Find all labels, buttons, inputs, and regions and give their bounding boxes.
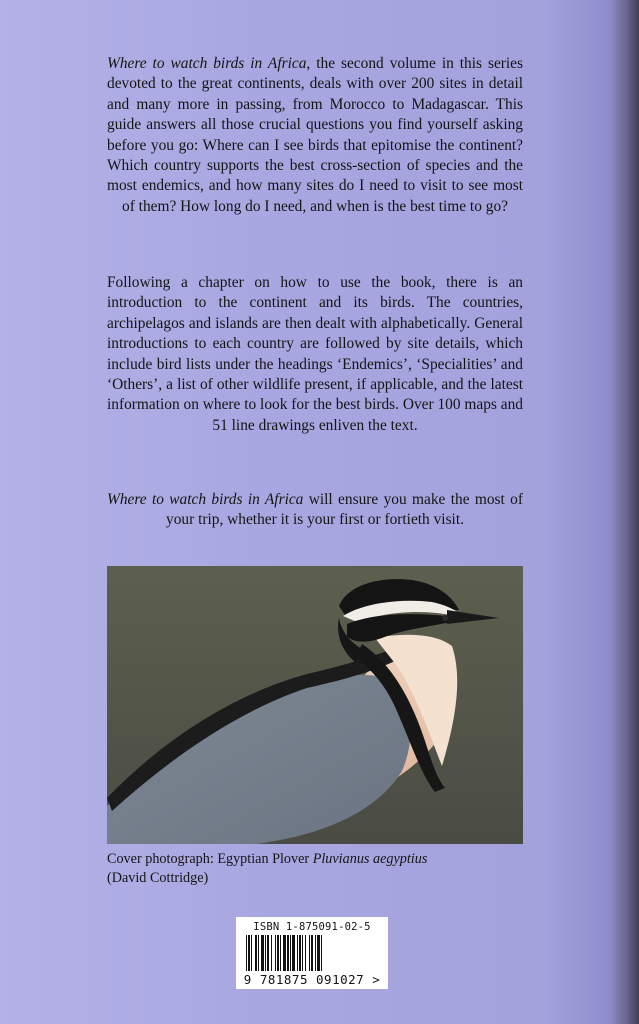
barcode-bar	[317, 935, 320, 971]
barcode-bar	[297, 935, 298, 971]
barcode-bar	[299, 935, 301, 971]
barcode-bar	[258, 935, 259, 971]
barcode-bar	[246, 935, 247, 971]
barcode-bar	[309, 935, 310, 971]
isbn-barcode	[236, 917, 388, 989]
barcode-bar	[321, 935, 322, 971]
book-title-italic: Where to watch birds in Africa	[107, 491, 304, 508]
blurb-paragraph-1-text: , the second volume in this series devoted to the great continents, deals with over 200 sites in detail and many more in passing, from Morocco to Madagascar. This guide answers all those crucial questions you find yourself asking before you go: Where can I see birds that epitomise the continent? Which country supports the best cross-section of species and the most endemics, and how many sites do I need to visit to see most of them? How long do I need, and when is the best time to go?	[107, 55, 524, 215]
caption-prefix: Cover photograph: Egyptian Plover	[107, 851, 313, 867]
book-title-italic: Where to watch birds in Africa	[107, 55, 307, 72]
barcode-bar	[271, 935, 272, 971]
egyptian-plover-illustration	[107, 566, 523, 844]
caption-species: Pluvianus aegyptius	[312, 851, 428, 867]
blurb-paragraph-2: Following a chapter on how to use the book, there is an introduction to the continent and its birds. The countries, archipelagos and islands are then dealt with alphabetically. General introductions to each country are followed by site details, which include bird lists under the headings ‘Endemics’, ‘Specialities’ and ‘Others’, a list of other wildlife present, if applicable, and the latest information on where to look for the best birds. Over 100 maps and 51 line drawings enliven the text.	[107, 274, 523, 434]
barcode-bar	[265, 935, 266, 971]
barcode-bars	[242, 935, 382, 971]
blurb-paragraph-3-text: will ensure you make the most of your trip, whether it is your first or fortieth visit.	[166, 491, 524, 529]
barcode-bar	[248, 935, 250, 971]
blurb-paragraph-3	[107, 490, 523, 531]
barcode-bar	[292, 935, 295, 971]
barcode-bar	[290, 935, 291, 971]
photo-caption	[107, 850, 527, 887]
barcode-digits: 9 781875 091027 >	[243, 972, 381, 987]
barcode-bar	[251, 935, 252, 971]
barcode-bar	[275, 935, 276, 971]
barcode-bar	[267, 935, 269, 971]
barcode-bar	[311, 935, 313, 971]
blurb-paragraph-1	[107, 54, 523, 217]
spine-shadow	[611, 0, 639, 1024]
isbn-number: ISBN 1-875091-02-5	[253, 921, 371, 933]
barcode-bar	[302, 935, 303, 971]
barcode-bar	[255, 935, 257, 971]
barcode-bar	[277, 935, 279, 971]
caption-credit: (David Cottridge)	[107, 869, 209, 886]
barcode-bar	[287, 935, 289, 971]
barcode-bar	[261, 935, 264, 971]
barcode-bar	[280, 935, 281, 971]
barcode-bar	[305, 935, 306, 971]
barcode-bar	[283, 935, 286, 971]
cover-photograph	[107, 566, 523, 844]
barcode-bar	[315, 935, 316, 971]
